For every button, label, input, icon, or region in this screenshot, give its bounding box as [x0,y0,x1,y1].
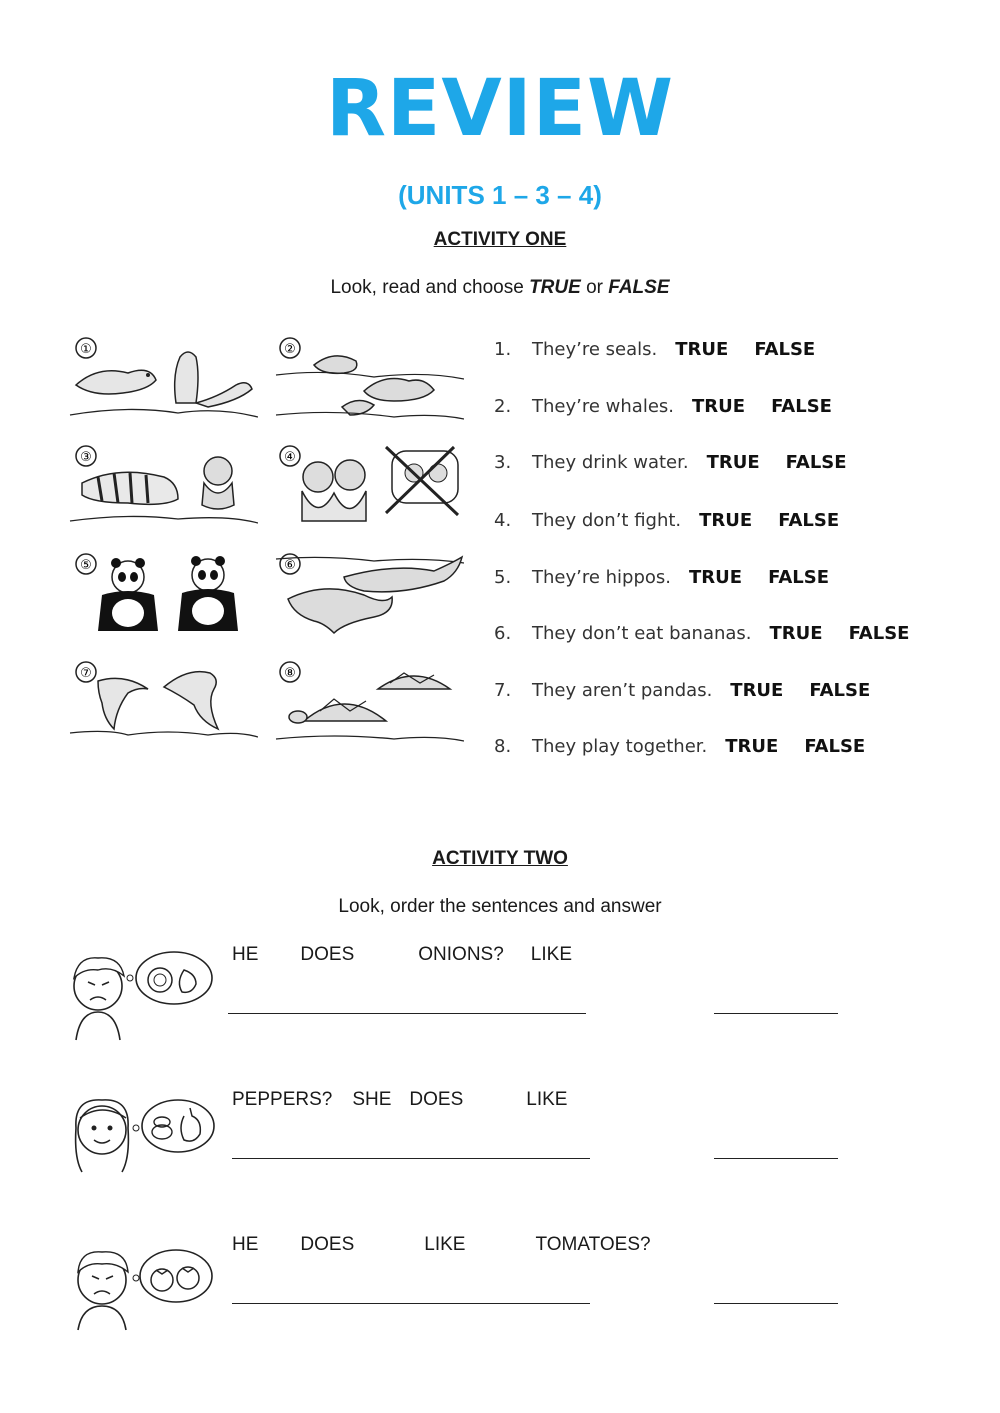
tortoises-illustration [274,659,464,747]
svg-text:⑥: ⑥ [284,558,296,573]
word: HE [232,944,259,965]
word: DOES [409,1089,464,1110]
svg-text:⑤: ⑤ [80,558,92,573]
picture-7-dolphins [68,659,258,747]
true-option[interactable]: TRUE [675,339,729,360]
boy-tomatoes-picture [68,1238,218,1333]
false-option[interactable]: FALSE [778,510,840,531]
tiger-monkey-illustration [68,443,258,531]
answer-line-3[interactable] [232,1303,590,1304]
true-option[interactable]: TRUE [730,680,784,701]
statement-number: 2. [494,396,512,417]
activity-two-title-text: ACTIVITY TWO [432,848,568,869]
activity-one-title-text: ACTIVITY ONE [433,229,567,250]
true-option[interactable]: TRUE [692,396,746,417]
statement-1 [494,339,815,360]
word: DOES [300,1234,355,1255]
false-option[interactable]: FALSE [848,623,910,644]
jumbled-words-3 [232,1234,651,1256]
false-option[interactable]: FALSE [771,396,832,417]
true-option[interactable]: TRUE [769,623,823,644]
answer-line-1[interactable] [228,1013,586,1014]
short-answer-line-2[interactable] [714,1158,838,1159]
seals-illustration [68,335,258,423]
svg-text:③: ③ [80,450,92,465]
picture-5-pandas [68,551,258,639]
girl-thinking-peppers-icon [68,1088,218,1183]
word: ONIONS? [418,944,504,965]
activity-one-title [0,229,1000,251]
statement-text: They’re hippos. [532,567,672,588]
word: TOMATOES? [535,1234,651,1255]
statement-number: 8. [494,736,512,757]
statement-text: They’re seals. [532,339,658,360]
false-option[interactable]: FALSE [804,736,866,757]
word: HE [232,1234,259,1255]
true-option[interactable]: TRUE [725,736,779,757]
activity-one-instruction [0,277,1000,299]
boy-onions-picture [68,948,218,1043]
instruction-or: or [580,277,609,298]
instruction-true: TRUE [529,277,581,298]
picture-4-monkeys [274,443,464,531]
statement-number: 7. [494,680,512,701]
statement-3 [494,452,847,473]
statement-number: 3. [494,452,512,473]
boy-thinking-tomatoes-icon [68,1238,218,1333]
statement-text: They don’t eat bananas. [532,623,752,644]
svg-text:⑧: ⑧ [284,666,296,681]
true-option[interactable]: TRUE [706,452,760,473]
whales-illustration [274,551,464,639]
statement-7 [494,680,870,701]
false-option[interactable]: FALSE [768,567,829,588]
svg-text:①: ① [80,342,92,357]
jumbled-words-2 [232,1089,567,1111]
false-option[interactable]: FALSE [754,339,816,360]
false-option[interactable]: FALSE [809,680,871,701]
answer-line-2[interactable] [232,1158,590,1159]
true-option[interactable]: TRUE [699,510,753,531]
statement-number: 5. [494,567,512,588]
picture-6-whales [274,551,464,639]
jumbled-words-1 [232,944,572,966]
word: LIKE [526,1089,568,1110]
short-answer-line-1[interactable] [714,1013,838,1014]
pandas-illustration [68,551,258,639]
picture-3-tiger-monkey [68,443,258,531]
picture-1-seals [68,335,258,423]
instruction-false: FALSE [608,277,670,298]
short-answer-line-3[interactable] [714,1303,838,1304]
page-subtitle: (UNITS 1 – 3 – 4) [398,180,602,210]
statement-6 [494,623,909,644]
word: LIKE [530,944,572,965]
statement-2 [494,396,832,417]
statement-number: 4. [494,510,512,531]
hippos-illustration [274,335,464,423]
statement-8 [494,736,865,757]
statement-number: 6. [494,623,512,644]
girl-peppers-picture [68,1088,218,1183]
activity-two-instruction: Look, order the sentences and answer [338,896,662,917]
instruction-text: Look, read and choose [330,277,530,298]
false-option[interactable]: FALSE [785,452,847,473]
statement-text: They drink water. [532,452,689,473]
word: DOES [300,944,355,965]
page-title: REVIEW [325,64,675,154]
monkeys-illustration [274,443,464,531]
statement-5 [494,567,829,588]
picture-8-tortoises [274,659,464,747]
statement-text: They don’t fight. [532,510,682,531]
true-option[interactable]: TRUE [689,567,743,588]
statement-text: They play together. [532,736,708,757]
svg-text:⑦: ⑦ [80,666,92,681]
svg-text:④: ④ [284,450,296,465]
activity-two-title [0,848,1000,870]
statement-text: They’re whales. [532,396,674,417]
svg-text:②: ② [284,342,296,357]
word: LIKE [424,1234,466,1255]
statement-4 [494,510,839,531]
word: PEPPERS? [232,1089,333,1110]
word: SHE [352,1089,392,1110]
dolphins-illustration [68,659,258,747]
boy-thinking-onions-icon [68,948,218,1043]
statement-text: They aren’t pandas. [532,680,713,701]
statement-number: 1. [494,339,512,360]
picture-2-hippos [274,335,464,423]
